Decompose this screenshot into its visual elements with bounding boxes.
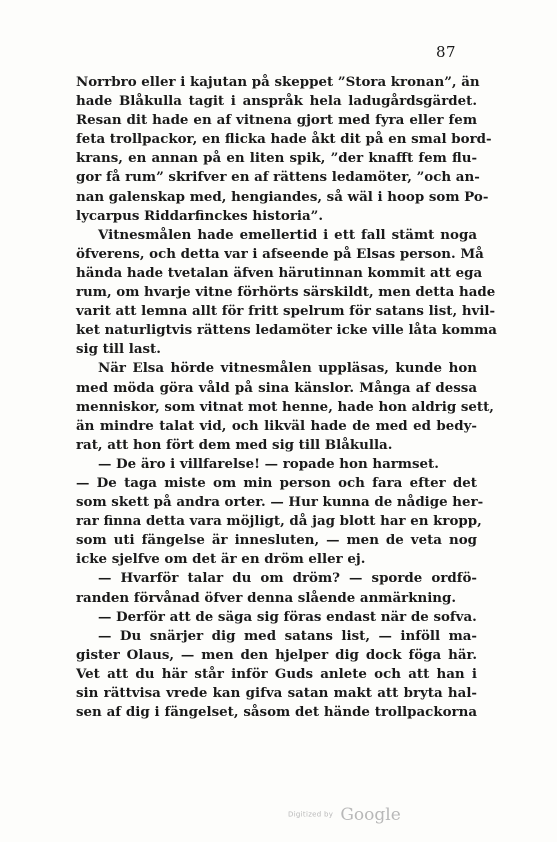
google-logo-text: Google bbox=[340, 804, 401, 825]
page-number: 87 bbox=[436, 43, 457, 61]
text-line: varit att lemna allt för fritt spelrum för satans list, hvil- bbox=[76, 303, 496, 320]
text-line: gor få rum” skrifver en af rättens ledamöter, ”och an- bbox=[76, 169, 480, 186]
text-line: ket naturligtvis rättens ledamöter icke ville låta komma bbox=[76, 322, 497, 339]
text-line: icke sjelfve om det är en dröm eller ej. bbox=[76, 551, 366, 568]
text-line: som uti fängelse är innesluten, — men de veta nog bbox=[76, 532, 477, 549]
text-line: hända hade tvetalan äfven härutinnan kommit att ega bbox=[76, 264, 483, 281]
digitized-watermark bbox=[288, 804, 401, 825]
text-line: än mindre talat vid, och likväl hade de med ed bedy- bbox=[76, 417, 477, 434]
body-text bbox=[76, 73, 497, 722]
text-line: menniskor, som vitnat mot henne, hade hon aldrig sett, bbox=[76, 398, 494, 415]
text-line: hade Blåkulla tagit i anspråk hela ladugårdsgärdet. bbox=[76, 93, 477, 110]
text-line: sen af dig i fängelset, såsom det hände trollpackorna bbox=[76, 704, 477, 721]
text-line: krans, en annan på en liten spik, ”der knafft fem flu- bbox=[76, 150, 477, 167]
text-line: Vitnesmålen hade emellertid i ett fall stämt noga bbox=[98, 226, 477, 243]
text-line: feta trollpackor, en flicka hade åkt dit på en smal bord- bbox=[76, 131, 492, 148]
text-line: rum, om hvarje vitne förhörts särskildt, men detta hade bbox=[76, 284, 496, 301]
text-line: När Elsa hörde vitnesmålen uppläsas, kunde hon bbox=[98, 360, 477, 377]
text-line: lycarpus Riddarfinckes historia”. bbox=[76, 207, 324, 224]
text-line: öfverens, och detta var i afseende på Elsas person. Må bbox=[76, 245, 484, 262]
text-line: — Derför att de säga sig föras endast när de sofva. bbox=[98, 608, 477, 625]
text-line: — Du snärjer dig med satans list, — inföll ma- bbox=[98, 627, 477, 644]
text-line: gister Olaus, — men den hjelper dig dock föga här. bbox=[76, 646, 477, 663]
text-line: Resan dit hade en af vitnena gjort med fyra eller fem bbox=[76, 112, 477, 129]
text-line: rat, att hon fört dem med sig till Blåkulla. bbox=[76, 436, 393, 453]
text-line: — Hvarför talar du om dröm? — sporde ordfö- bbox=[98, 570, 477, 587]
text-line: randen förvånad öfver denna slående anmärkning. bbox=[76, 589, 457, 606]
text-line: som skett på andra orter. — Hur kunna de nådige her- bbox=[76, 494, 484, 511]
text-line: nan galenskap med, hengiandes, så wäl i hoop som Po- bbox=[76, 188, 489, 205]
text-line: Norrbro eller i kajutan på skeppet ”Stora kronan”, än bbox=[76, 74, 480, 90]
text-line: — De taga miste om min person och fara efter det bbox=[76, 474, 477, 491]
text-line: — De äro i villfarelse! — ropade hon harmset. bbox=[98, 455, 439, 472]
watermark-prefix: Digitized by bbox=[288, 810, 334, 819]
text-line: Vet att du här står inför Guds anlete och att han i bbox=[76, 665, 477, 682]
text-line: med möda göra våld på sina känslor. Många af dessa bbox=[76, 379, 477, 396]
text-line: sig till last. bbox=[76, 341, 161, 358]
text-line: sin rättvisa vrede kan gifva satan makt att bryta hal- bbox=[76, 685, 477, 701]
text-line: rar finna detta vara möjligt, då jag blott har en kropp, bbox=[76, 513, 482, 530]
